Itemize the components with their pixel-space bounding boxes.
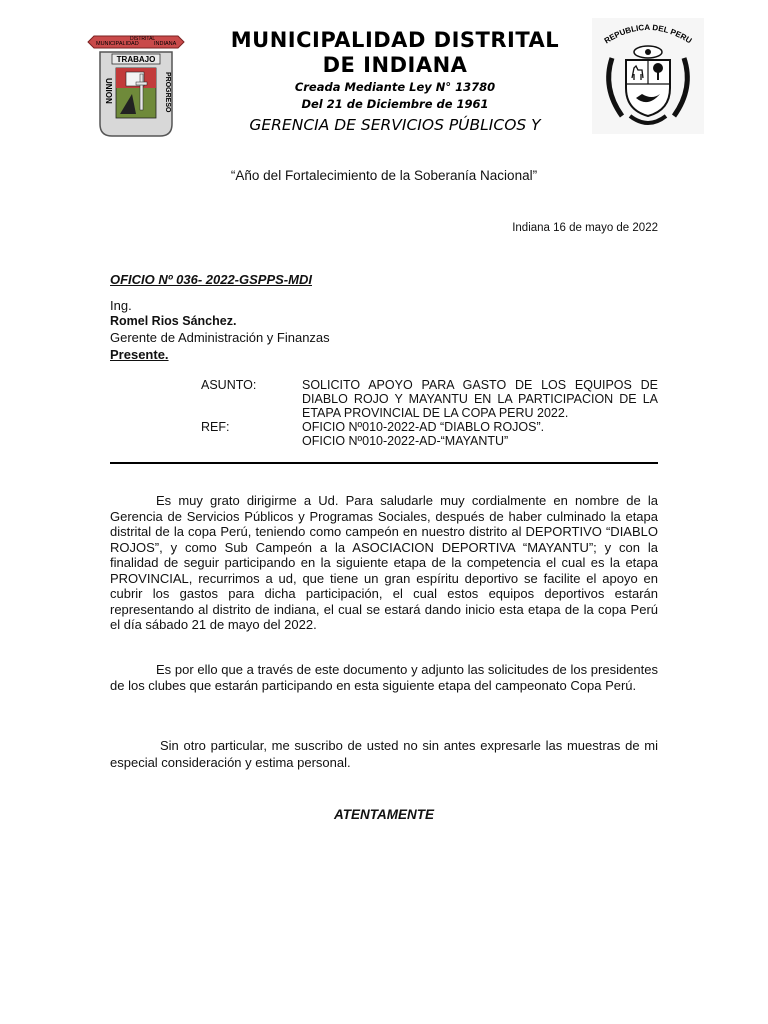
coat-arch-text: REPUBLICA DEL PERU: [602, 22, 694, 46]
logo-banner-text-2: DISTRITAL: [130, 36, 156, 42]
logo-banner-text-3: INDIANA: [154, 41, 177, 47]
subject-text: SOLICITO APOYO PARA GASTO DE LOS EQUIPOS DE DIABLO ROJO Y MAYANTU EN LA PARTICIPACION DE LA ETAPA PROVINCIAL DE LA COPA PERU 2022.: [302, 378, 658, 420]
logo-word-union: UNION: [104, 78, 113, 104]
body-paragraph-1: Es muy grato dirigirme a Ud. Para saludarle muy cordialmente en nombre de la Gerencia de Servicios Públicos y Programas Sociales, después de haber culminado la etapa distrital de la copa Perú, teniendo como campeón en nuestro distrito al DEPORTIVO “DIABLO ROJOS”, y como Sub Campeón a la ASOCIACION DEPORTIVA “MAYANTU”; y con la finalidad de seguir participando en la siguiente etapa de la competencia el cual es la etapa PROVINCIAL, recurrimos a ud, que tiene un gran espíritu deportivo se facilite el apoyo en cubrir los gastos para dicha participación, el cual estos equipos deportivos estarán representando al distrito de indiana, el cual se estará dando inicio esta etapa de la copa Perú el día sábado 21 de mayo del 2022.: [110, 493, 658, 632]
greeting: Presente.: [110, 347, 169, 362]
section-divider: [110, 462, 658, 464]
letter-date: Indiana 16 de mayo de 2022: [512, 222, 658, 234]
body-paragraph-2: Es por ello que a través de este documento y adjunto las solicitudes de los presidentes de los clubes que estarán participando en esta siguiente etapa del campeonato Copa Perú.: [110, 662, 658, 693]
addressee-title: Ing.: [110, 298, 132, 313]
addressee-position: Gerente de Administración y Finanzas: [110, 330, 330, 345]
signoff: ATENTAMENTE: [334, 807, 434, 822]
title-line-1: MUNICIPALIDAD DISTRITAL: [230, 28, 560, 52]
municipality-shield-logo: [86, 28, 186, 140]
title-line-2: DE INDIANA: [322, 53, 468, 77]
reference-label: REF:: [201, 420, 230, 434]
logo-word-progreso: PROGRESO: [164, 72, 171, 113]
creation-date-line: Del 21 de Diciembre de 1961: [301, 97, 489, 111]
creation-law-line: Creada Mediante Ley N° 13780: [294, 80, 496, 94]
closing-paragraph: Sin otro particular, me suscribo de usted no sin antes expresarle las muestras de mi especial consideración y estima personal.: [110, 738, 658, 770]
addressee-name: Romel Rios Sánchez.: [110, 314, 237, 328]
logo-banner-text-1: MUNICIPALIDAD: [96, 41, 139, 47]
reference-line-1: OFICIO Nº010-2022-AD “DIABLO ROJOS”.: [302, 420, 545, 434]
logo-word-trabajo: TRABAJO: [116, 55, 156, 64]
year-motto: “Año del Fortalecimiento de la Soberanía Nacional”: [230, 168, 538, 183]
reference-line-2: OFICIO Nº010-2022-AD-“MAYANTU”: [302, 434, 509, 448]
national-coat-of-arms-logo: [592, 18, 704, 134]
reference-number: OFICIO Nº 036- 2022-GSPPS-MDI: [110, 272, 312, 287]
department-name: GERENCIA DE SERVICIOS PÚBLICOS Y: [249, 116, 541, 134]
subject-label: ASUNTO:: [201, 378, 257, 392]
municipality-title: [190, 28, 600, 78]
